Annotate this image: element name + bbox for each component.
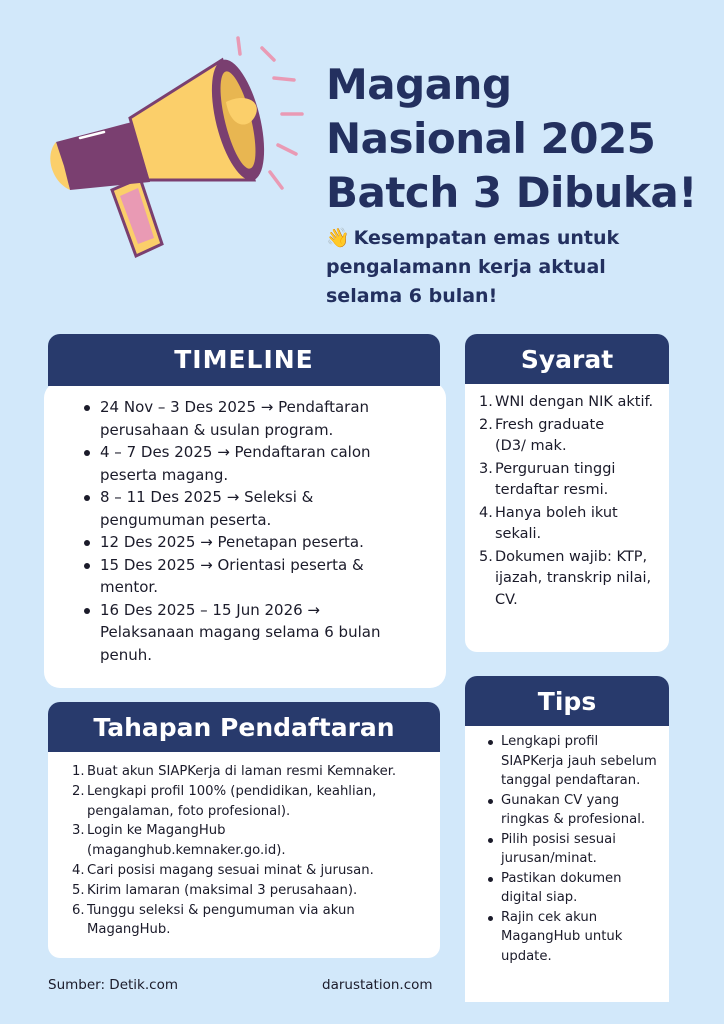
tahapan-card	[48, 752, 440, 958]
tahapan-item: 1. Buat akun SIAPKerja di laman resmi Kemnaker.	[72, 764, 397, 779]
tahapan-item: 3. Login ke MagangHub (maganghub.kemnaker.go.id).	[72, 823, 286, 859]
tahapan-item: 6. Tunggu seleksi & pengumuman via akun MagangHub.	[72, 902, 355, 938]
tips-item: Pastikan dokumen digital siap.	[501, 869, 661, 908]
tahapan-item: 5. Kirim lamaran (maksimal 3 perusahaan).	[72, 882, 358, 898]
subtitle: 👋 Kesempatan emas untuk pengalamann kerja aktual selama 6 bulan!	[326, 227, 620, 307]
timeline-card	[44, 382, 446, 688]
syarat-item: 4. Hanya boleh ikut sekali.	[479, 504, 618, 542]
timeline-item: 12 Des 2025 → Penetapan peserta.	[100, 531, 426, 554]
timeline-item: 8 – 11 Des 2025 → Seleksi & pengumuman peserta.	[100, 486, 426, 531]
tahapan-heading: Tahapan Pendaftaran	[48, 702, 440, 752]
page-title: Magang Nasional 2025 Batch 3 Dibuka!	[326, 60, 697, 217]
timeline-item: 24 Nov – 3 Des 2025 → Pendaftaran perusahaan & usulan program.	[100, 396, 426, 441]
tahapan-item: 2. Lengkapi profil 100% (pendidikan, keahlian, pengalaman, foto profesional).	[72, 783, 377, 819]
tahapan-item: 4. Cari posisi magang sesuai minat & jurusan.	[72, 862, 374, 878]
timeline-item: 16 Des 2025 – 15 Jun 2026 → Pelaksanaan magang selama 6 bulan penuh.	[100, 599, 426, 667]
source-credit: Sumber: Detik.com	[48, 977, 178, 993]
tips-card	[465, 726, 669, 1002]
megaphone-icon	[50, 30, 320, 260]
tips-item: Gunakan CV yang ringkas & profesional.	[501, 791, 661, 830]
waving-hand-icon: 👋	[326, 227, 350, 249]
tips-item: Rajin cek akun MagangHub untuk update.	[501, 908, 661, 967]
tips-heading: Tips	[465, 676, 669, 726]
syarat-item: 5. Dokumen wajib: KTP, ijazah, transkrip nilai, CV.	[479, 548, 652, 608]
syarat-item: 3. Perguruan tinggi terdaftar resmi.	[479, 460, 616, 498]
syarat-heading: Syarat	[465, 334, 669, 384]
timeline-heading: TIMELINE	[48, 334, 440, 386]
site-credit: darustation.com	[322, 977, 433, 993]
timeline-item: 15 Des 2025 → Orientasi peserta & mentor.	[100, 554, 426, 599]
tips-item: Pilih posisi sesuai jurusan/minat.	[501, 830, 661, 869]
syarat-item: 2. Fresh graduate (D3/ mak.	[479, 416, 605, 454]
tips-item: Lengkapi profil SIAPKerja jauh sebelum tanggal pendaftaran.	[501, 732, 661, 791]
syarat-card	[465, 384, 669, 652]
syarat-item: 1. WNI dengan NIK aktif.	[479, 394, 654, 410]
timeline-item: 4 – 7 Des 2025 → Pendaftaran calon peserta magang.	[100, 441, 426, 486]
